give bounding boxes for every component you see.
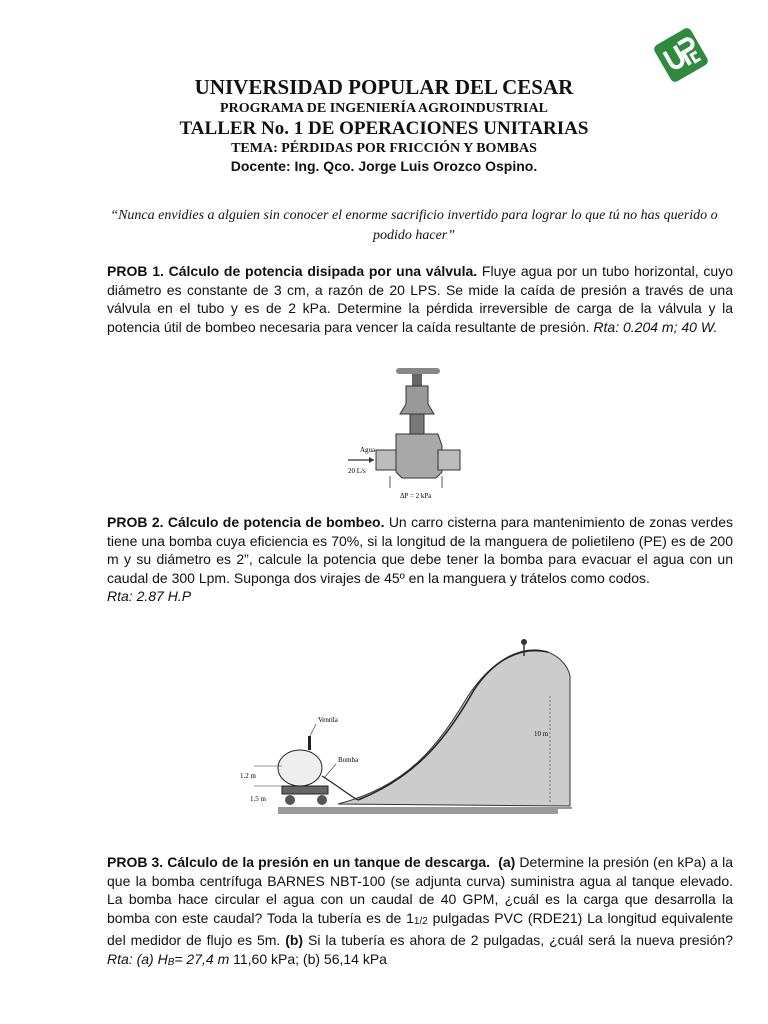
problem-1-title: PROB 1. Cálculo de potencia disipada por una válvula. <box>107 263 478 279</box>
motivational-quote: “Nunca envidies a alguien sin conocer el enorme sacrificio invertido para lograr lo que tú no has querido o podido hacer” <box>110 208 718 243</box>
problem-3-text-3: Si la tubería es ahora de 2 pulgadas, ¿cuál será la nueva presión? <box>303 932 733 948</box>
problem-3-answer-sub: B <box>167 956 175 968</box>
pipe-fraction: 1/2 <box>413 915 428 927</box>
topic-line: TEMA: PÉRDIDAS POR FRICCIÓN Y BOMBAS <box>231 141 537 156</box>
problem-3-title: PROB 3. Cálculo de la presión en un tanque de descarga. <box>107 854 491 870</box>
problem-1-body: Fluye agua por un tubo horizontal, cuyo diámetro es constante de 3 cm, a razón de 20 LPS. Se mide la caída de presión a través de una válvula en el tubo y es de 2 kPa. Determine la pérdida irreversible de carga de la válvula y la potencia útil de bombeo necesaria para vencer la caída resultante de presión. <box>107 263 733 335</box>
problem-1 <box>107 262 733 336</box>
problem-2 <box>107 513 733 606</box>
program-name: PROGRAMA DE INGENIERÍA AGROINDUSTRIAL <box>220 101 548 116</box>
valve-water-label: Agua <box>360 446 376 454</box>
height-1-label: 1.2 m <box>240 772 256 780</box>
workshop-title: TALLER No. 1 DE OPERACIONES UNITARIAS <box>179 118 589 139</box>
height-3-label: 10 m <box>534 730 549 738</box>
problem-3 <box>107 853 733 972</box>
height-2-label: 1.5 m <box>250 795 266 803</box>
problem-3-answer-rest: 11,60 kPa; (b) 56,14 kPa <box>229 950 387 967</box>
document-header <box>80 74 688 175</box>
vent-label: Ventila <box>318 716 338 724</box>
valve-pressure-label: ΔP = 2 kPa <box>400 492 432 500</box>
valve-flow-label: 20 L/s <box>348 467 366 475</box>
problem-3-part-b: (b) <box>285 932 304 948</box>
pump-label: Bomba <box>338 756 359 764</box>
valve-diagram <box>338 364 464 504</box>
teacher-line: Docente: Ing. Qco. Jorge Luis Orozco Ospino. <box>230 158 538 174</box>
problem-3-text-1: Determine la presión (en kPa) a la que la bomba centrífuga BARNES NBT-100 (se adjunta curva) suministra agua al tanque elevado. La bomba hace circular el agua con un caudal de 40 GPM, ¿cuál es la carga que desarrolla la bomba con este caudal? Toda la tubería es de 1 <box>107 854 733 926</box>
university-name: UNIVERSIDAD POPULAR DEL CESAR <box>194 75 574 99</box>
problem-3-answer-b: = 27,4 m <box>174 950 230 967</box>
problem-2-body: Un carro cisterna para mantenimiento de zonas verdes tiene una bomba cuya eficiencia es 70%, si la longitud de la manguera de polietileno (PE) es de 200 m y su diámetro es 2”, calcule la potencia que debe tener la bomba para evacuar el agua con un caudal de 300 Lpm. Suponga dos virajes de 45º en la manguera y trátelos como codos. <box>107 514 733 586</box>
problem-3-text-2: pulgadas PVC (RDE21) La longitud equivalente del medidor de flujo es 5m. <box>107 909 733 948</box>
tanker-truck-diagram <box>238 636 572 814</box>
problem-2-answer: Rta: 2.87 H.P <box>107 588 192 604</box>
problem-1-answer: Rta: 0.204 m; 40 W. <box>593 318 718 335</box>
problem-3-part-a: (a) <box>498 854 516 870</box>
problem-3-answer-a: Rta: (a) H <box>107 950 168 967</box>
problem-2-title: PROB 2. Cálculo de potencia de bombeo. <box>107 514 385 530</box>
